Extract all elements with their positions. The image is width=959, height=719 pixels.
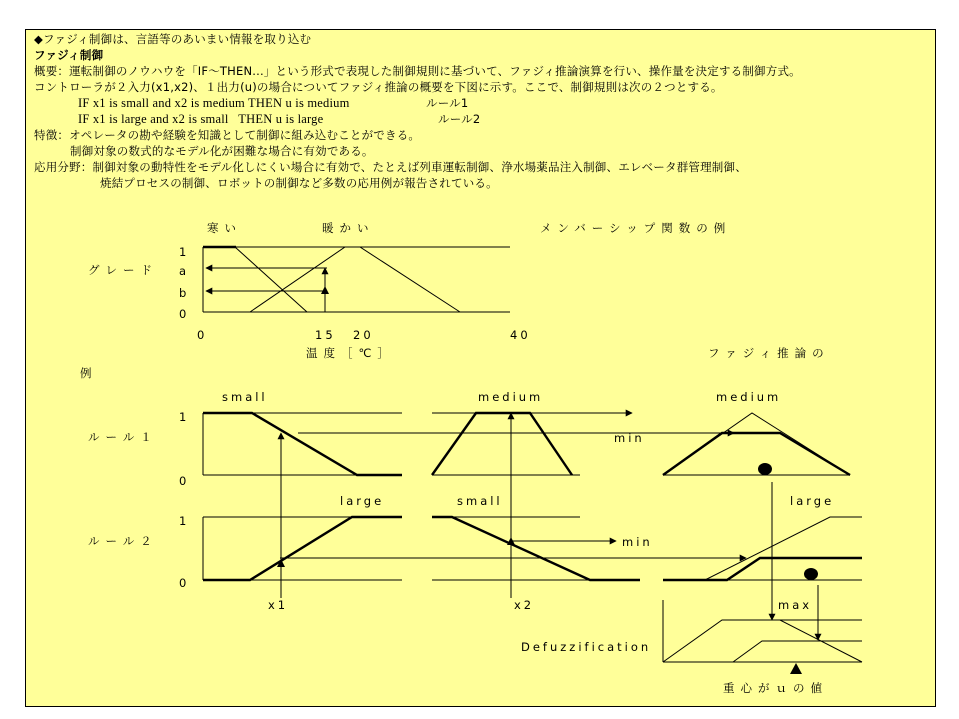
rule2-tick-1: 1 (179, 514, 187, 528)
centroid-marker (790, 663, 802, 674)
application-line-2: 焼結プロセスの制御、ロボットの制御など多数の応用例が報告されている。 (100, 176, 498, 190)
rule2-large-curve (203, 517, 402, 580)
rule2-tag: ルール2 (438, 112, 481, 126)
centroid-caption: 重心がｕの値 (723, 681, 828, 695)
inference-diagram (80, 346, 862, 695)
rule2-min-label: min (622, 535, 653, 549)
rule1-centroid-dot (758, 463, 772, 475)
heading-line: ◆ファジィ制御は、言語等のあいまい情報を取り込む (34, 32, 312, 46)
rule1-output-full (663, 413, 850, 475)
x1-label: x1 (268, 598, 289, 612)
rule2-tick-0: 0 (179, 576, 187, 590)
controller-line: コントローラが２入力(x1,x2)、１出力(u)の場合についてファジィ推論の概要を下図に示す。ここで、制御規則は次の２つとする。 (34, 80, 723, 94)
rule1-label: ルール１ (88, 430, 158, 444)
inference-caption-b: 例 (80, 366, 92, 380)
inference-caption-a: ファジィ推論の (708, 346, 830, 360)
label-large-u: large (790, 494, 835, 508)
feature-line-2: 制御対象の数式的なモデル化が困難な場合に有効である。 (70, 144, 374, 158)
overview-line: 概要：運転制御のノウハウを「IF〜THEN...」という形式で表現した制御規則に基づいて、ファジィ推論演算を行い、操作量を決定する制御方式。 (34, 64, 801, 78)
x-tick-40: 40 (510, 328, 531, 342)
x-axis-label: 温度［℃］ (306, 346, 395, 360)
cold-membership-curve (203, 247, 307, 312)
rule2-small-curve (432, 517, 640, 580)
rule1-small-curve (203, 413, 402, 475)
label-cold: 寒い (207, 221, 242, 235)
x2-label: x2 (514, 598, 535, 612)
rule2-text: IF x1 is large and x2 is small THEN u is large (78, 112, 324, 126)
y-tick-0: 0 (179, 307, 187, 321)
y-tick-a: a (179, 264, 187, 278)
grade-b-marker (321, 286, 329, 294)
subheading-line: ファジィ制御 (34, 48, 104, 62)
y-tick-b: b (179, 286, 187, 300)
rule2-output-clipped (663, 558, 862, 580)
x-tick-0: 0 (197, 328, 205, 342)
y-tick-1: 1 (179, 245, 187, 259)
grade-label: グレード (88, 263, 158, 277)
rule1-output-clipped (663, 433, 850, 475)
label-warm: 暖かい (322, 221, 375, 235)
label-medium-u: medium (716, 390, 782, 404)
rule1-text: IF x1 is small and x2 is medium THEN u is medium (78, 96, 350, 110)
max-label: max (778, 598, 813, 612)
x-tick-15: 15 (315, 328, 336, 342)
label-small-x2: small (457, 494, 503, 508)
agg-large-shape (733, 641, 862, 662)
rule2-centroid-dot (804, 568, 818, 580)
defuzz-label: Defuzzification (521, 640, 652, 654)
rule1-medium-curve (432, 413, 572, 475)
label-small-x1: small (222, 390, 268, 404)
application-line-1: 応用分野：制御対象の動特性をモデル化しにくい場合に有効で、たとえば列車運転制御、浄水場薬品注入制御、エレベータ群管理制御、 (34, 160, 747, 174)
label-medium-x2: medium (478, 390, 544, 404)
rule1-tick-1: 1 (179, 410, 187, 424)
warm-membership-curve (250, 247, 460, 312)
rule1-tag: ルール1 (426, 96, 469, 110)
membership-caption: メンバーシップ関数の例 (540, 221, 732, 235)
membership-chart (88, 221, 731, 360)
rule1-tick-0: 0 (179, 474, 187, 488)
label-large-x1: large (340, 494, 385, 508)
rule1-min-label: min (614, 431, 645, 445)
rule2-label: ルール２ (88, 534, 158, 548)
feature-line-1: 特徴：オペレータの勘や経験を知識として制御に組み込むことができる。 (34, 128, 421, 142)
rule2-output-full (663, 517, 862, 580)
x-tick-20: 20 (353, 328, 374, 342)
